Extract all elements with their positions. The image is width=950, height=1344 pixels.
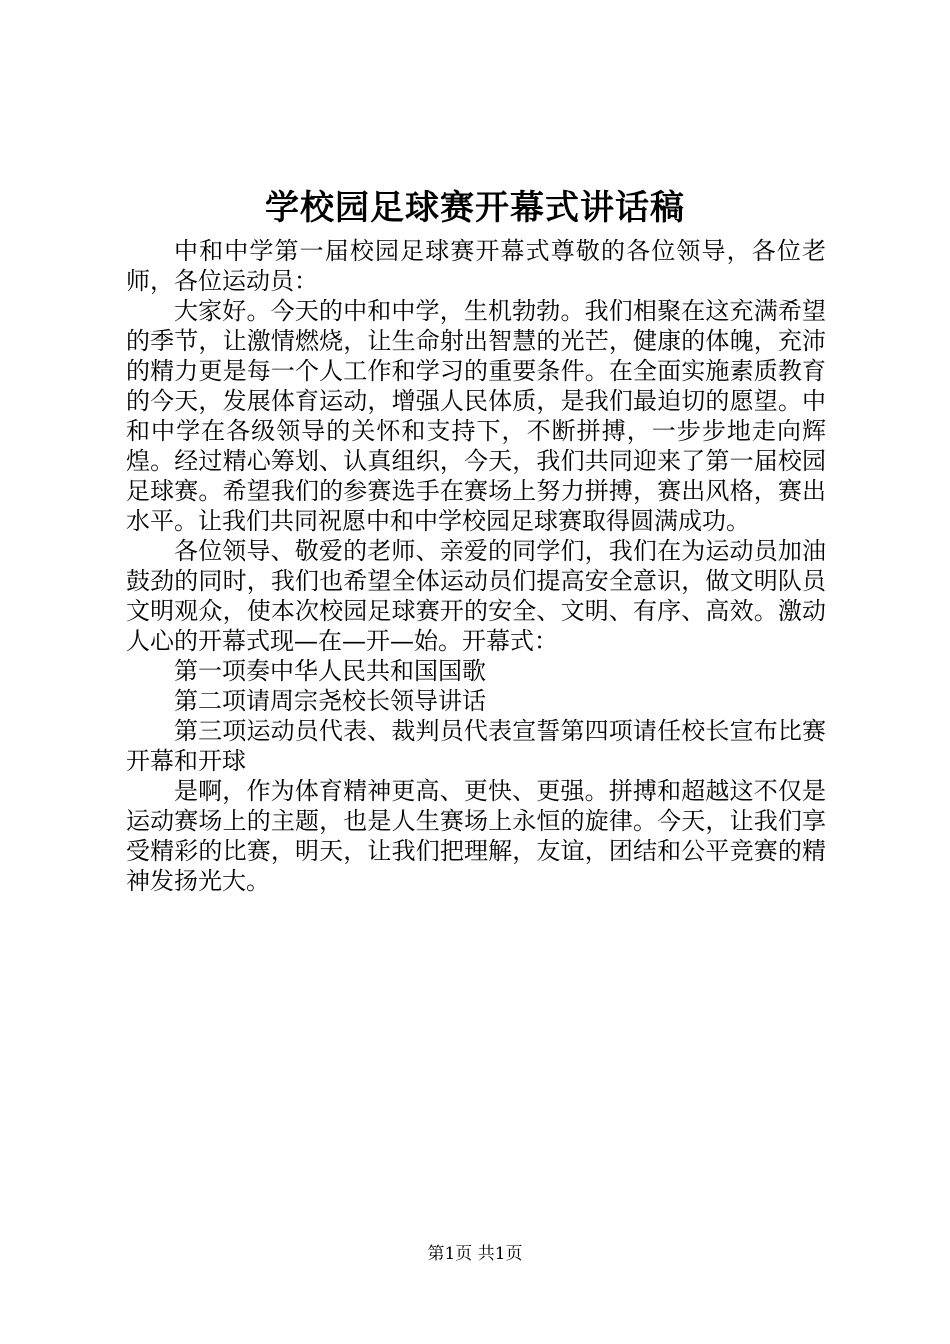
document-title: 学校园足球赛开幕式讲话稿 [265,188,685,228]
paragraph-closing: 是啊，作为体育精神更高、更快、更强。拼搏和超越这不仅是运动赛场上的主题，也是人生赛场上永恒的旋律。今天，让我们享受精彩的比赛，明天，让我们把理解，友谊，团结和公平竞赛的精神发扬光大。 [126,777,826,895]
agenda-item-1: 第一项奏中华人民共和国国歌 [174,657,486,685]
page-footer: 第1页 共1页 [427,1244,523,1264]
paragraph-salutation: 中和中学第一届校园足球赛开幕式尊敬的各位领导，各位老师，各位运动员： [126,237,826,295]
agenda-item-3: 第三项运动员代表、裁判员代表宣誓第四项请任校长宣布比赛开幕和开球 [126,717,826,775]
paragraph-welcome: 大家好。今天的中和中学，生机勃勃。我们相聚在这充满希望的季节，让激情燃烧，让生命射出智慧的光芒，健康的体魄，充沛的精力更是每一个人工作和学习的重要条件。在全面实施素质教育的今天，发展体育运动，增强人民体质，是我们最迫切的愿望。中和中学在各级领导的关怀和支持下，不断拼搏，一步步地走向辉煌。经过精心筹划、认真组织，今天，我们共同迎来了第一届校园足球赛。希望我们的参赛选手在赛场上努力拼搏，赛出风格，赛出水平。让我们共同祝愿中和中学校园足球赛取得圆满成功。 [126,297,826,535]
document-body [126,236,826,896]
agenda-item-2: 第二项请周宗尧校长领导讲话 [174,687,486,715]
paragraph-safety: 各位领导、敬爱的老师、亲爱的同学们，我们在为运动员加油鼓劲的同时，我们也希望全体运动员们提高安全意识，做文明队员文明观众，使本次校园足球赛开的安全、文明、有序、高效。激动人心的开幕式现—在—开—始。开幕式： [126,537,826,655]
